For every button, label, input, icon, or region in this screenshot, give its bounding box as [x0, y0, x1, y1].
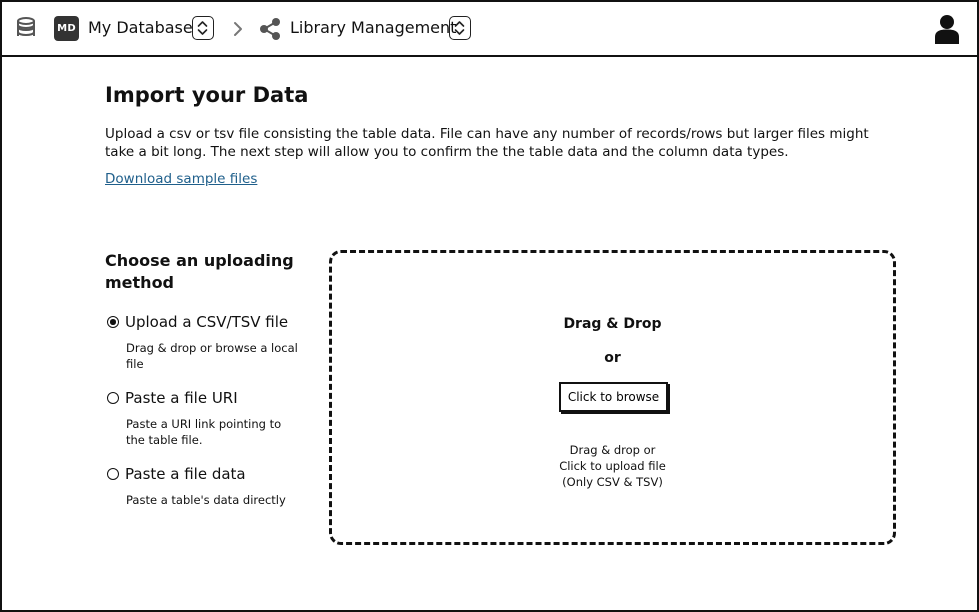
dropzone-title: Drag & Drop: [563, 316, 662, 332]
schema-switcher-button[interactable]: [449, 16, 471, 40]
download-sample-files-link[interactable]: Download sample files: [105, 171, 258, 187]
top-bar: [0, 0, 979, 57]
dropzone-help-line: Drag & drop or: [569, 443, 656, 457]
dropzone-help-line: Click to upload file: [559, 459, 666, 473]
page-title: Import your Data: [105, 83, 309, 107]
upload-method-heading: Choose an uploading method: [105, 251, 294, 292]
database-name[interactable]: My Database: [88, 18, 193, 37]
up-down-chevron-icon: [196, 20, 209, 36]
share-nodes-icon: [259, 17, 281, 45]
browse-button[interactable]: Click to browse: [559, 382, 668, 412]
up-down-chevron-icon: [453, 20, 466, 36]
dropzone-help-line: (Only CSV & TSV): [562, 475, 663, 489]
schema-name[interactable]: Library Management: [290, 18, 457, 37]
page-description: Upload a csv or tsv file consisting the table data. File can have any number of records/rows but larger files might take a bit long. The next step will allow you to confirm the the table data and the column data types.: [105, 126, 869, 160]
option-help-text: Drag & drop or browse a local file: [126, 341, 298, 371]
option-help-text: Paste a table's data directly: [126, 493, 286, 507]
option-label[interactable]: Upload a CSV/TSV file: [125, 313, 289, 331]
chevron-right-icon: [232, 20, 244, 42]
option-help-text: Paste a URI link pointing to the table file.: [126, 417, 282, 447]
radio-button[interactable]: [107, 392, 119, 404]
database-switcher-button[interactable]: [192, 16, 214, 40]
dropzone-help-text: [332, 442, 893, 490]
user-icon[interactable]: [934, 14, 960, 48]
option-label[interactable]: Paste a file data: [125, 465, 246, 483]
database-stack-icon[interactable]: [15, 16, 37, 40]
radio-button[interactable]: [107, 468, 119, 480]
option-label[interactable]: Paste a file URI: [125, 389, 238, 407]
database-badge[interactable]: MD: [54, 16, 79, 41]
dropzone-or-text: or: [604, 350, 621, 366]
file-dropzone[interactable]: [329, 250, 896, 545]
radio-button-selected[interactable]: [107, 316, 119, 328]
